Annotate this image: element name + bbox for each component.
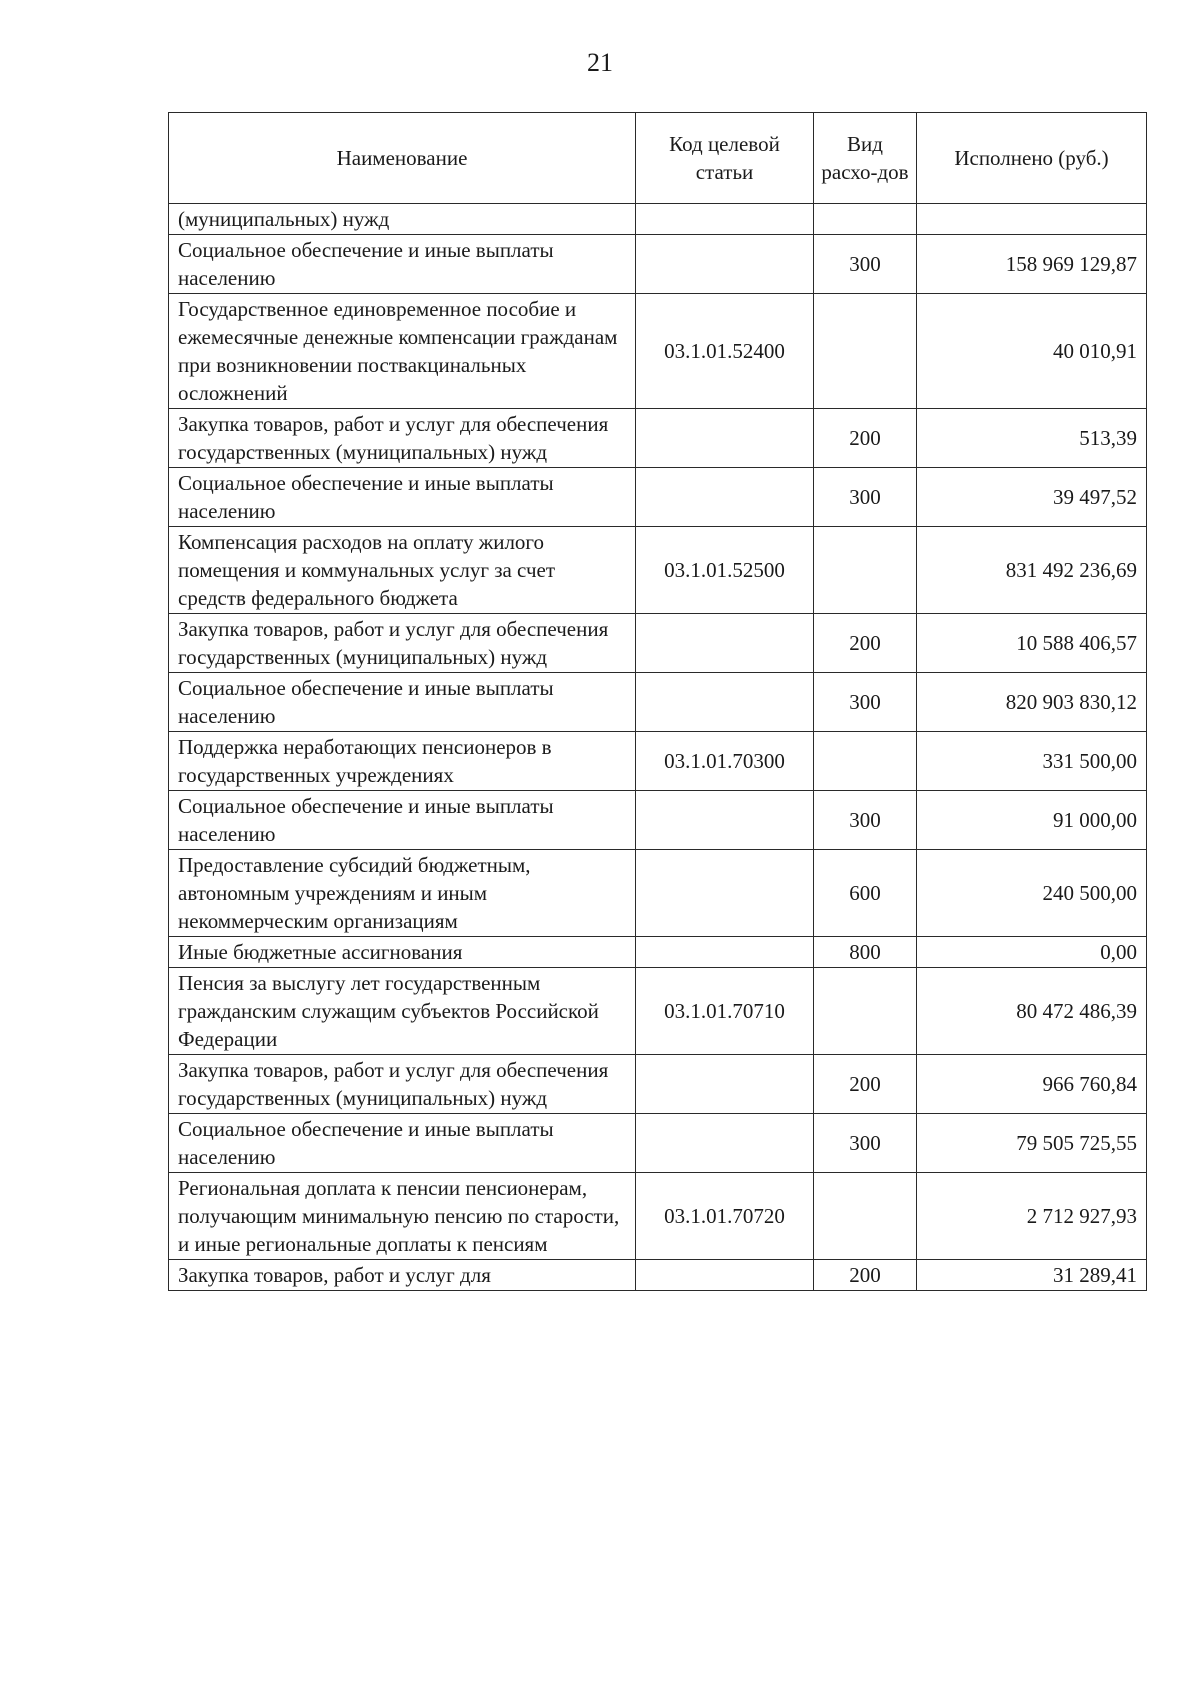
row-code: 03.1.01.52400: [636, 294, 814, 409]
table-row: [169, 409, 1147, 468]
row-name: Закупка товаров, работ и услуг для обеспечения государственных (муниципальных) нужд: [169, 1055, 636, 1114]
row-name: Социальное обеспечение и иные выплаты населению: [169, 468, 636, 527]
row-name: Поддержка неработающих пенсионеров в государственных учреждениях: [169, 732, 636, 791]
table-body: [169, 204, 1147, 1291]
row-name: Социальное обеспечение и иные выплаты населению: [169, 1114, 636, 1173]
header-kind: Вид расхо-дов: [814, 113, 917, 204]
row-name: Социальное обеспечение и иные выплаты населению: [169, 791, 636, 850]
table-row: [169, 204, 1147, 235]
row-amount: 820 903 830,12: [917, 673, 1147, 732]
row-kind: 200: [814, 1055, 917, 1114]
page-number: 21: [587, 48, 613, 77]
row-code: 03.1.01.70710: [636, 968, 814, 1055]
row-code: [636, 614, 814, 673]
row-amount: 831 492 236,69: [917, 527, 1147, 614]
row-amount: 240 500,00: [917, 850, 1147, 937]
row-kind: 200: [814, 614, 917, 673]
row-kind: 300: [814, 1114, 917, 1173]
row-kind: 200: [814, 409, 917, 468]
header-code: Код целевой статьи: [636, 113, 814, 204]
row-code: [636, 235, 814, 294]
row-amount: 0,00: [917, 937, 1147, 968]
row-name: Компенсация расходов на оплату жилого помещения и коммунальных услуг за счет средств федерального бюджета: [169, 527, 636, 614]
row-kind: 300: [814, 468, 917, 527]
row-name: Закупка товаров, работ и услуг для обеспечения государственных (муниципальных) нужд: [169, 614, 636, 673]
row-amount: 966 760,84: [917, 1055, 1147, 1114]
row-kind: [814, 527, 917, 614]
row-amount: [917, 204, 1147, 235]
table-row: [169, 1055, 1147, 1114]
row-kind: [814, 968, 917, 1055]
row-amount: 40 010,91: [917, 294, 1147, 409]
row-amount: 331 500,00: [917, 732, 1147, 791]
row-code: [636, 204, 814, 235]
row-code: [636, 791, 814, 850]
row-name: Социальное обеспечение и иные выплаты населению: [169, 235, 636, 294]
row-kind: 300: [814, 235, 917, 294]
table-row: [169, 937, 1147, 968]
row-name: (муниципальных) нужд: [169, 204, 636, 235]
header-name: Наименование: [169, 113, 636, 204]
row-amount: 79 505 725,55: [917, 1114, 1147, 1173]
table-row: [169, 850, 1147, 937]
table-header: [169, 113, 1147, 204]
row-name: Закупка товаров, работ и услуг для: [169, 1260, 636, 1291]
row-name: Закупка товаров, работ и услуг для обеспечения государственных (муниципальных) нужд: [169, 409, 636, 468]
row-kind: [814, 204, 917, 235]
row-kind: 300: [814, 791, 917, 850]
row-amount: 158 969 129,87: [917, 235, 1147, 294]
table-row: [169, 527, 1147, 614]
row-name: Предоставление субсидий бюджетным, автономным учреждениям и иным некоммерческим организациям: [169, 850, 636, 937]
header-row: [169, 113, 1147, 204]
table-row: [169, 673, 1147, 732]
row-kind: [814, 294, 917, 409]
row-amount: 80 472 486,39: [917, 968, 1147, 1055]
table-row: [169, 1114, 1147, 1173]
row-kind: 800: [814, 937, 917, 968]
table-row: [169, 968, 1147, 1055]
row-amount: 31 289,41: [917, 1260, 1147, 1291]
row-kind: 600: [814, 850, 917, 937]
row-amount: 91 000,00: [917, 791, 1147, 850]
row-kind: [814, 732, 917, 791]
table-row: [169, 791, 1147, 850]
row-name: Пенсия за выслугу лет государственным гражданским служащим субъектов Российской Федерации: [169, 968, 636, 1055]
row-amount: 10 588 406,57: [917, 614, 1147, 673]
row-code: [636, 1055, 814, 1114]
table-row: [169, 235, 1147, 294]
header-amount: Исполнено (руб.): [917, 113, 1147, 204]
row-code: 03.1.01.52500: [636, 527, 814, 614]
row-code: [636, 1114, 814, 1173]
table-row: [169, 468, 1147, 527]
row-amount: 2 712 927,93: [917, 1173, 1147, 1260]
row-kind: 200: [814, 1260, 917, 1291]
row-code: [636, 409, 814, 468]
row-code: [636, 1260, 814, 1291]
row-amount: 39 497,52: [917, 468, 1147, 527]
row-code: [636, 673, 814, 732]
row-name: Социальное обеспечение и иные выплаты населению: [169, 673, 636, 732]
row-code: [636, 937, 814, 968]
row-name: Государственное единовременное пособие и ежемесячные денежные компенсации гражданам при возникновении поствакцинальных осложнений: [169, 294, 636, 409]
table-row: [169, 1260, 1147, 1291]
row-kind: [814, 1173, 917, 1260]
row-code: [636, 468, 814, 527]
row-code: 03.1.01.70720: [636, 1173, 814, 1260]
table-row: [169, 1173, 1147, 1260]
row-name: Иные бюджетные ассигнования: [169, 937, 636, 968]
table-row: [169, 732, 1147, 791]
table-row: [169, 614, 1147, 673]
row-amount: 513,39: [917, 409, 1147, 468]
table-row: [169, 294, 1147, 409]
row-code: [636, 850, 814, 937]
row-name: Региональная доплата к пенсии пенсионерам, получающим минимальную пенсию по старости, и иные региональные доплаты к пенсиям: [169, 1173, 636, 1260]
row-kind: 300: [814, 673, 917, 732]
row-code: 03.1.01.70300: [636, 732, 814, 791]
budget-execution-table: [168, 112, 1147, 1291]
